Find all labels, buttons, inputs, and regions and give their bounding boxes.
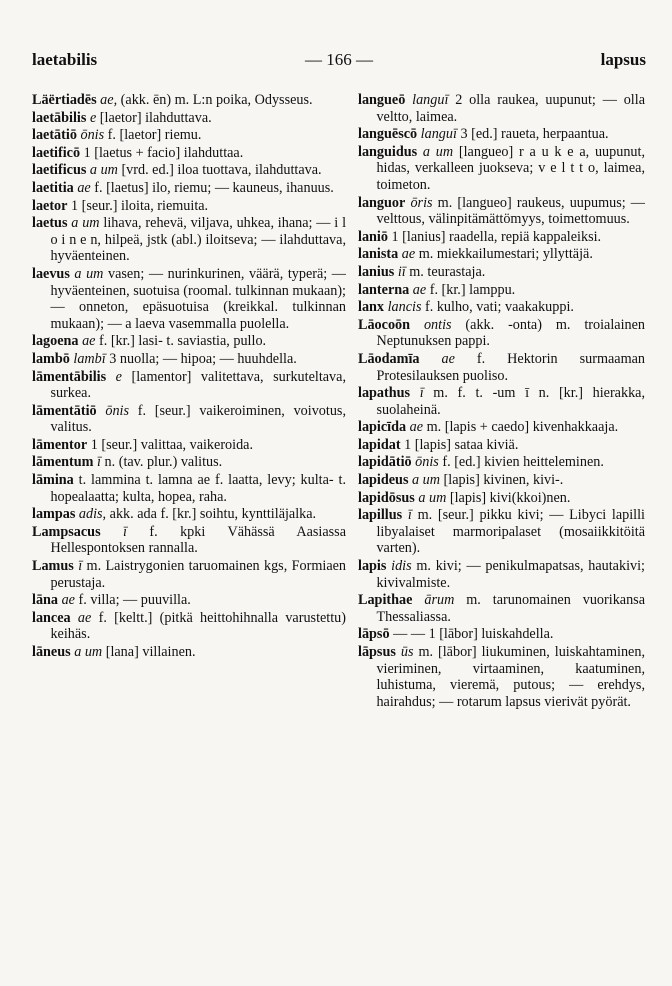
entry-definition: m. [langueo] raukeus, uupumus; — velttous, välinpitämättömyys, toimettomuus. xyxy=(376,194,645,228)
entry-headword: Lampsacus xyxy=(32,523,101,540)
entry-grammar: a um xyxy=(74,644,103,660)
entry-grammar: ī xyxy=(78,558,83,575)
dictionary-entry xyxy=(358,490,645,507)
entry-definition: m. tarunomainen vuorikansa Thessaliassa. xyxy=(376,592,646,625)
entry-headword: Lāodamīa xyxy=(358,350,420,367)
dictionary-entry xyxy=(32,110,346,127)
entry-definition: f. [laetus] ilo, riemu; — kauneus, ihanuus. xyxy=(90,179,334,196)
entry-grammar: ae xyxy=(61,592,75,609)
entry-definition: 3 [ed.] raueta, herpaantua. xyxy=(456,126,609,143)
entry-grammar: ī xyxy=(419,385,424,402)
entry-definition: [lana] villainen. xyxy=(102,644,196,660)
entry-grammar: a um xyxy=(412,472,440,489)
entry-headword: laetor xyxy=(32,197,68,214)
entry-grammar: ae xyxy=(412,281,427,298)
entry-headword: laetificus xyxy=(32,162,87,179)
dictionary-entry xyxy=(32,454,346,471)
entry-definition: 3 nuolla; — hipoa; — huuhdella. xyxy=(105,350,297,367)
entry-definition: 1 [lapis] sataa kiviä. xyxy=(400,436,519,453)
entry-grammar: ārum xyxy=(424,592,455,609)
entry-definition: m. teurastaja. xyxy=(405,263,486,280)
dictionary-entry xyxy=(32,437,346,454)
entry-headword: lāpsō xyxy=(358,626,390,643)
dictionary-entry xyxy=(358,317,645,350)
left-guide-word: laetabilis xyxy=(32,50,98,69)
dictionary-entry xyxy=(32,592,346,609)
entry-grammar: adis, xyxy=(78,506,107,523)
entry-definition: m. [lapis + caedo] kivenhakkaaja. xyxy=(423,419,619,436)
entry-headword: laetātiō xyxy=(32,127,77,144)
dictionary-entry xyxy=(358,472,645,489)
dictionary-entry xyxy=(358,126,645,143)
entry-grammar: lambī xyxy=(73,350,106,367)
page-header xyxy=(32,50,646,74)
dictionary-entry xyxy=(32,610,346,643)
dictionary-entry xyxy=(358,507,645,557)
entry-headword: lāna xyxy=(32,592,59,609)
dictionary-entry xyxy=(32,215,346,265)
dictionary-entry xyxy=(32,333,346,350)
entry-definition: m. Laistrygonien taruomainen kgs, Formiaen perustaja. xyxy=(50,558,347,591)
dictionary-entry xyxy=(358,558,645,591)
entry-headword: lagoena xyxy=(32,333,79,350)
entry-definition: 2 olla raukea, uupunut; — olla veltto, laimea. xyxy=(376,92,645,125)
entry-headword: lapathus xyxy=(358,385,411,402)
entry-definition: f. Hektorin surmaaman Protesilauksen puoliso. xyxy=(376,350,645,384)
entry-headword: lanius xyxy=(358,263,395,280)
entry-headword: Lāocoōn xyxy=(358,316,411,333)
entry-definition: 1 [laetus + facio] ilahduttaa. xyxy=(80,144,244,161)
entry-definition: lihava, rehevä, viljava, uhkea, ihana; — i l o i n e n, hilpeä, jstk (abl.) iloitseva; — ilahduttava, hyväenteinen. xyxy=(50,215,347,265)
entry-headword: lapideus xyxy=(358,472,409,489)
entry-headword: lanista xyxy=(358,246,399,263)
entry-grammar: ae xyxy=(401,246,416,263)
entry-headword: lāmentātiō xyxy=(32,402,97,419)
entry-headword: lāpsus xyxy=(358,644,396,660)
entry-definition: [langueo] r a u k e a, uupunut, hidas, verkalleen juokseva; v e l t t o, laimea, toimeton. xyxy=(376,143,645,193)
entry-grammar: ūs xyxy=(400,644,414,660)
entry-grammar: ae xyxy=(77,179,91,196)
entry-definition: f. [kr.] lasi- t. saviastia, pullo. xyxy=(95,333,267,350)
entry-headword: Läërtiadēs xyxy=(32,92,97,108)
entry-headword: langueō xyxy=(358,92,406,108)
dictionary-entry xyxy=(32,472,346,505)
dictionary-entry xyxy=(358,419,645,436)
entry-headword: Lamus xyxy=(32,558,74,575)
dictionary-entry xyxy=(32,92,346,109)
entry-grammar: lancis xyxy=(387,299,422,316)
dictionary-entry xyxy=(32,369,346,402)
dictionary-entry xyxy=(358,299,645,316)
entry-definition: m. kivi; — penikulmapatsas, hautakivi; kivivalmiste. xyxy=(376,558,645,591)
entry-headword: laetābilis xyxy=(32,109,87,126)
entry-headword: lampas xyxy=(32,506,76,523)
entry-definition: [vrd. ed.] iloa tuottava, ilahduttava. xyxy=(117,162,322,179)
entry-headword: lapicīda xyxy=(358,419,407,436)
entry-grammar: a um xyxy=(422,143,454,160)
entry-definition: f. kpki Vähässä Aasiassa Hellespontoksen rannalla. xyxy=(50,523,347,557)
dictionary-entry xyxy=(358,92,645,125)
entry-definition: f. [seur.] vaikeroiminen, voivotus, valitus. xyxy=(50,402,346,436)
entry-definition: 1 [lanius] raadella, repiä kappaleiksi. xyxy=(387,228,602,245)
entry-headword: lāmina xyxy=(32,472,74,489)
entry-definition: [lapis] kivi(kkoi)nen. xyxy=(446,489,571,506)
entry-definition: f. [kr.] lamppu. xyxy=(426,281,516,298)
entry-headword: lāneus xyxy=(32,644,71,660)
entry-grammar: ōnis xyxy=(80,127,105,144)
entry-grammar: ōnis xyxy=(415,454,439,471)
entry-headword: lanx xyxy=(358,299,385,316)
dictionary-entry xyxy=(358,144,645,194)
dictionary-entry xyxy=(358,246,645,263)
entry-grammar: e xyxy=(89,109,97,126)
entry-headword: lapidōsus xyxy=(358,489,415,506)
entry-grammar: a um xyxy=(71,215,100,232)
entry-definition: — — 1 [lābor] luiskahdella. xyxy=(389,626,554,643)
entry-grammar: iī xyxy=(397,263,406,280)
dictionary-entry xyxy=(32,180,346,197)
entry-grammar: ī xyxy=(407,507,412,524)
entry-headword: laetus xyxy=(32,215,68,232)
dictionary-entry xyxy=(32,558,346,591)
entry-headword: laniō xyxy=(358,228,388,245)
entry-definition: 1 [seur.] iloita, riemuita. xyxy=(67,197,209,214)
entry-grammar: ae xyxy=(82,333,96,350)
dictionary-entry xyxy=(32,524,346,557)
entry-definition: m. miekkailumestari; yllyttäjä. xyxy=(415,246,593,263)
entry-headword: lāmentum xyxy=(32,454,94,471)
dictionary-entry xyxy=(32,162,346,179)
entry-definition: f. [laetor] riemu. xyxy=(104,127,202,144)
entry-grammar: a um xyxy=(89,162,118,179)
left-column xyxy=(32,92,346,662)
entry-grammar: ae xyxy=(441,350,455,367)
entry-grammar: ae xyxy=(409,419,424,436)
entry-headword: lancea xyxy=(32,609,71,626)
entry-headword: lāmentor xyxy=(32,436,88,453)
dictionary-entry xyxy=(32,403,346,436)
entry-grammar: a um xyxy=(418,489,447,506)
entry-definition: t. lammina t. lamna ae f. laatta, levy; kulta- t. hopealaatta; kulta, hopea, raha. xyxy=(50,472,346,505)
dictionary-entry xyxy=(358,195,645,228)
dictionary-entry xyxy=(358,351,645,384)
entry-headword: laetitia xyxy=(32,179,74,196)
entry-definition: [lapis] kivinen, kivi-. xyxy=(440,472,564,489)
dictionary-entry xyxy=(358,644,645,710)
entry-definition: m. [lābor] liukuminen, luiskahtaminen, vieriminen, virtaaminen, kaatuminen, luhistuma, vieremä, putous; — erehdys, hairahdus; — rotarum lapsus vierivät pyörät. xyxy=(376,644,645,710)
entry-definition: n. (tav. plur.) valitus. xyxy=(100,454,223,471)
entry-headword: languēscō xyxy=(358,126,418,143)
entry-grammar: a um xyxy=(74,265,104,282)
entry-grammar: idis xyxy=(391,558,412,575)
entry-definition: f. [ed.] kivien heitteleminen. xyxy=(438,454,604,471)
entry-definition: 1 [seur.] valittaa, vaikeroida. xyxy=(87,436,254,453)
entry-definition: f. villa; — puuvilla. xyxy=(74,592,191,609)
dictionary-entry xyxy=(32,351,346,368)
entry-definition: [lamentor] valitettava, surkuteltava, surkea. xyxy=(50,368,346,402)
dictionary-entry xyxy=(32,506,346,523)
dictionary-entry xyxy=(358,385,645,418)
dictionary-entry xyxy=(358,437,645,454)
dictionary-entry xyxy=(32,266,346,332)
dictionary-entry xyxy=(358,264,645,281)
entry-definition: m. [seur.] pikku kivi; — Libyci lapilli libyalaiset marmoripalaset (mosaiikkitöitä varten). xyxy=(376,507,646,557)
entry-definition: akk. ada f. [kr.] soihtu, kynttiläjalka. xyxy=(106,506,317,523)
entry-definition: (akk. ēn) m. L:n poika, Odysseus. xyxy=(117,92,313,108)
entry-grammar: languī xyxy=(412,92,449,108)
entry-headword: lambō xyxy=(32,350,70,367)
entry-grammar: ontis xyxy=(423,316,452,333)
dictionary-entry xyxy=(358,282,645,299)
entry-grammar: ī xyxy=(97,454,101,471)
entry-definition: vasen; — nurinkurinen, väärä, typerä; — hyväenteinen, suotuisa (roomal. tulkinnan mukaan); — onneton, epäsuotuisa (kreikkal. tulkinnan mukaan); — a laeva vasemmalla puolella. xyxy=(50,265,346,332)
entry-headword: laetificō xyxy=(32,144,81,161)
entry-grammar: languī xyxy=(420,126,457,143)
entry-definition: f. [keltt.] (pitkä heittohihnalla varustettu) keihäs. xyxy=(50,609,347,643)
entry-headword: languidus xyxy=(358,143,418,160)
entry-definition: m. f. t. -um ī n. [kr.] hierakka, suolaheinä. xyxy=(376,385,646,418)
right-column xyxy=(358,92,645,711)
dictionary-entry xyxy=(358,592,645,625)
dictionary-entry xyxy=(358,454,645,471)
dictionary-entry xyxy=(358,626,645,643)
entry-grammar: ae xyxy=(77,609,92,626)
dictionary-entry xyxy=(32,127,346,144)
entry-definition: (akk. -onta) m. troialainen Neptunuksen pappi. xyxy=(376,316,645,350)
entry-headword: lapidātiō xyxy=(358,454,412,471)
page-number: — 166 — xyxy=(305,50,373,69)
entry-grammar: ī xyxy=(123,523,127,540)
entry-headword: Lapithae xyxy=(358,592,413,609)
entry-headword: languor xyxy=(358,194,406,211)
dictionary-entry xyxy=(358,229,645,246)
entry-grammar: e xyxy=(115,368,122,385)
entry-definition: [laetor] ilahduttava. xyxy=(96,109,212,126)
entry-headword: laevus xyxy=(32,265,70,282)
right-guide-word: lapsus xyxy=(600,50,646,69)
entry-headword: lapis xyxy=(358,558,387,575)
entry-grammar: ōris xyxy=(410,194,433,211)
entry-definition: f. kulho, vati; vaakakuppi. xyxy=(421,299,574,316)
entry-headword: lanterna xyxy=(358,281,410,298)
dictionary-entry xyxy=(32,644,346,661)
entry-headword: lāmentābilis xyxy=(32,368,107,385)
entry-grammar: ōnis xyxy=(105,402,130,419)
dictionary-entry xyxy=(32,198,346,215)
entry-headword: lapillus xyxy=(358,507,403,524)
entry-grammar: ae, xyxy=(100,92,118,108)
entry-headword: lapidat xyxy=(358,436,401,453)
dictionary-entry xyxy=(32,145,346,162)
